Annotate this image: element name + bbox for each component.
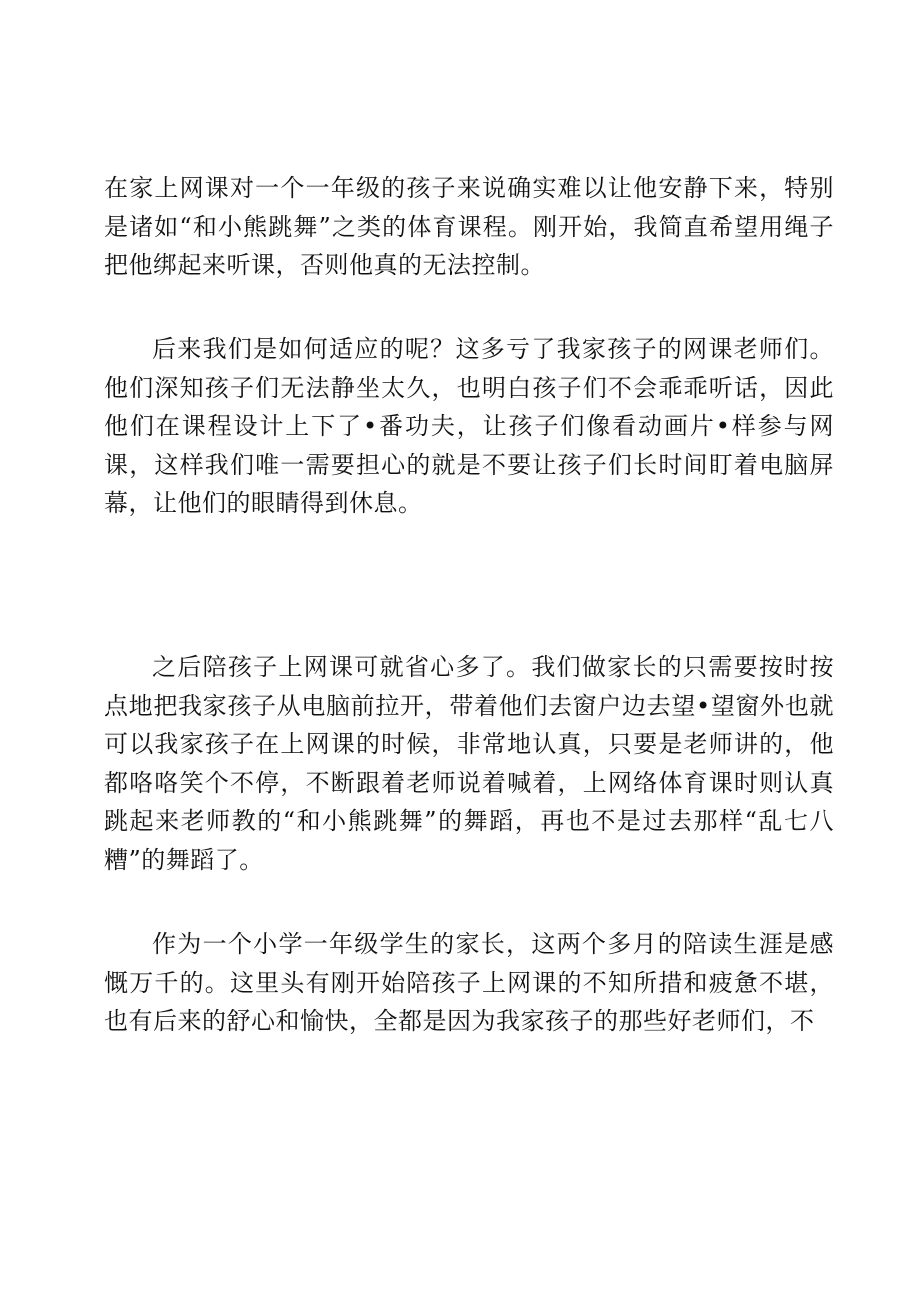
paragraph-4: 作为一个小学一年级学生的家长，这两个多月的陪读生涯是感慨万千的。这里头有刚开始陪孩子上网课的不知所措和疲惫不堪，也有后来的舒心和愉快，全都是因为我家孩子的那些好老师们，不 bbox=[104, 930, 834, 1035]
paragraph-3: 之后陪孩子上网课可就省心多了。我们做家长的只需要按时按点地把我家孩子从电脑前拉开，带着他们去窗户边去望•望窗外也就可以我家孩子在上网课的时候，非常地认真，只要是老师讲的，他都咯咯笑个不停，不断跟着老师说着喊着，上网络体育课时则认真跳起来老师教的“和小熊跳舞”的舞蹈，再也不是过去那样“乱七八糟”的舞蹈了。 bbox=[104, 653, 834, 874]
paragraph-2: 后来我们是如何适应的呢？这多亏了我家孩子的网课老师们。他们深知孩子们无法静坐太久，也明白孩子们不会乖乖听话，因此他们在课程设计上下了•番功夫，让孩子们像看动画片•样参与网课，这样我们唯一需要担心的就是不要让孩子们长时间盯着电脑屏幕，让他们的眼睛得到休息。 bbox=[104, 335, 834, 517]
paragraph-1: 在家上网课对一个一年级的孩子来说确实难以让他安静下来，特别是诸如“和小熊跳舞”之类的体育课程。刚开始，我简直希望用绳子把他绑起来听课，否则他真的无法控制。 bbox=[104, 174, 834, 279]
